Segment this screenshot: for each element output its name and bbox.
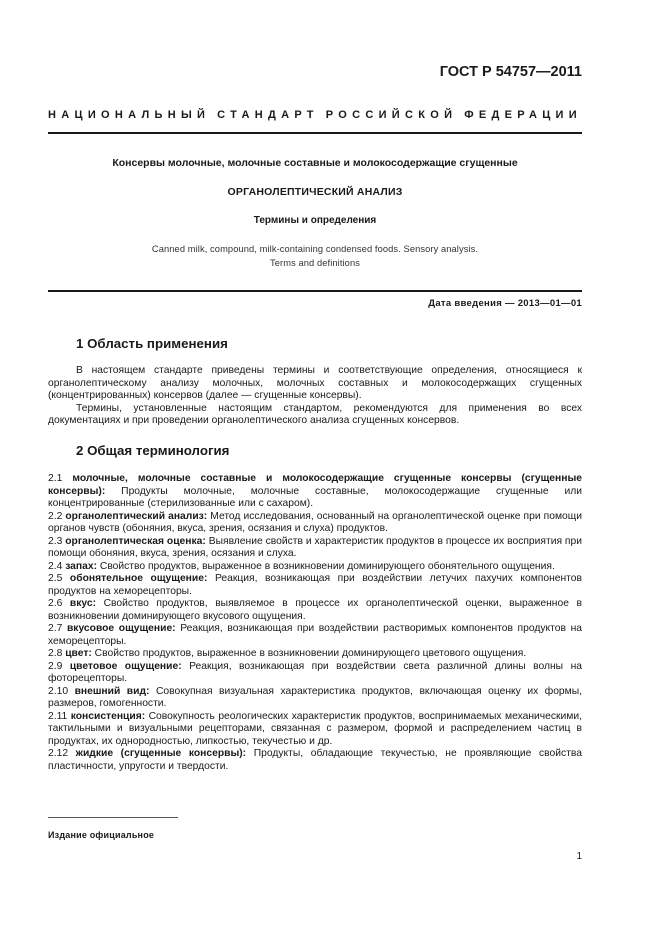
- english-title: Canned milk, compound, milk-containing condensed foods. Sensory analysis.: [151, 244, 479, 254]
- term-number: 2.5: [48, 573, 63, 584]
- term-definition: Продукты молочные, молочные составные, молокосодержащие сгущенные или концентрированные (стерилизованные или с сахаром).: [48, 485, 582, 509]
- footer-rule: [48, 817, 178, 818]
- term-name: жидкие (сгущенные консервы):: [75, 748, 247, 759]
- term-item: [48, 573, 582, 598]
- term-definition: Свойство продуктов, выраженное в возникновении доминирующего обонятельного ощущения.: [99, 560, 555, 572]
- term-number: 2.10: [48, 685, 69, 697]
- section1-body: [48, 365, 582, 428]
- term-number: 2.7: [48, 623, 63, 634]
- term-definition: Реакция, возникающая при воздействии летучих пахучих компонентов продуктов на хеморецепторы.: [48, 573, 582, 597]
- term-item: [48, 748, 582, 773]
- term-name: запах:: [65, 560, 98, 572]
- section-heading: 2 Общая терминология: [76, 443, 230, 458]
- term-number: 2.12: [48, 748, 69, 759]
- term-definition: Свойство продуктов, выявляемое в процессе их органолептической оценки, выраженное в возникновении доминирующего вкусового ощущения.: [48, 598, 582, 622]
- terms-list: [48, 473, 582, 773]
- term-item: [48, 623, 582, 648]
- term-name: цвет:: [65, 648, 92, 659]
- english-subtitle: Terms and definitions: [270, 258, 360, 268]
- term-item: [48, 686, 582, 711]
- term-item: [48, 661, 582, 686]
- term-item: [48, 711, 582, 749]
- term-definition: Выявление свойств и характеристик продуктов в процессе их восприятия при помощи обоняния, вкуса, зрения, осязания и слуха.: [48, 535, 582, 559]
- section-heading: 1 Область применения: [76, 336, 228, 351]
- term-item: [48, 473, 582, 511]
- term-item: [48, 561, 582, 574]
- term-item: [48, 511, 582, 536]
- title-subtitle: Термины и определения: [253, 215, 377, 226]
- page-number: 1: [576, 851, 582, 862]
- term-definition: Метод исследования, основанный на органолептической оценке при помощи органов чувств (обоняния, вкуса, зрения, осязания и слуха) продуктов.: [48, 510, 582, 534]
- term-number: 2.11: [48, 710, 68, 722]
- term-name: органолептический анализ:: [65, 510, 208, 522]
- paragraph: Термины, установленные настоящим стандартом, рекомендуются для применения во всех документациях и при проведении органолептического анализа сгущенных консервов.: [48, 402, 582, 426]
- term-number: 2.1: [48, 473, 63, 484]
- term-name: внешний вид:: [74, 685, 150, 697]
- official-edition-label: Издание официальное: [48, 830, 155, 840]
- title-main: ОРГАНОЛЕПТИЧЕСКИЙ АНАЛИЗ: [227, 186, 403, 198]
- term-name: органолептическая оценка:: [65, 535, 206, 547]
- term-name: вкусовое ощущение:: [66, 623, 176, 634]
- term-number: 2.2: [48, 510, 63, 522]
- term-number: 2.8: [48, 648, 63, 659]
- title-rule: [48, 290, 582, 292]
- banner-word: СТАНДАРТ: [217, 109, 319, 121]
- term-name: молочные, молочные составные и молокосодержащие сгущенные консервы (сгущенные консервы):: [48, 473, 582, 497]
- term-definition: Совокупная визуальная характеристика продуктов, включающая оценку их формы, размеров, гомогенности.: [48, 685, 582, 709]
- term-definition: Продукты, обладающие текучестью, не проявляющие свойства пластичности, упругости и твердости.: [48, 748, 582, 772]
- term-definition: Свойство продуктов, выраженное в возникновении доминирующего цветового ощущения.: [94, 648, 527, 659]
- term-name: цветовое ощущение:: [69, 660, 182, 672]
- term-name: обонятельное ощущение:: [69, 573, 208, 584]
- term-name: вкус:: [69, 598, 97, 609]
- banner-word: ФЕДЕРАЦИИ: [464, 109, 582, 121]
- term-number: 2.6: [48, 598, 63, 609]
- term-item: [48, 536, 582, 561]
- banner-word: НАЦИОНАЛЬНЫЙ: [48, 109, 211, 121]
- term-number: 2.4: [48, 560, 63, 572]
- banner-word: РОССИЙСКОЙ: [325, 109, 458, 121]
- term-number: 2.9: [48, 660, 63, 672]
- term-name: консистенция:: [70, 710, 146, 722]
- term-definition: Реакция, возникающая при воздействии растворимых компонентов продуктов на хеморецепторы.: [48, 623, 582, 647]
- term-definition: Совокупность реологических характеристик продуктов, воспринимаемых механическими, тактильными и визуальными рецепторами, связанная с размером, формой и распределением частиц в продуктах, их однородностью, липкостью, текучестью и др.: [48, 710, 582, 747]
- term-number: 2.3: [48, 535, 63, 547]
- paragraph: В настоящем стандарте приведены термины и соответствующие определения, относящиеся к органолептическому анализу молочных, молочных составных и молокосодержащих сгущенных (концентрированных) консервов (далее — сгущенные консервы).: [48, 365, 582, 401]
- national-standard-banner: [48, 109, 582, 121]
- intro-date: Дата введения — 2013—01—01: [428, 298, 582, 309]
- term-item: [48, 648, 582, 661]
- term-item: [48, 598, 582, 623]
- gost-number: ГОСТ Р 54757—2011: [439, 64, 582, 80]
- title-line: Консервы молочные, молочные составные и молокосодержащие сгущенные: [112, 157, 518, 169]
- header-rule: [48, 132, 582, 134]
- term-definition: Реакция, возникающая при воздействии света различной длины волны на фоторецепторы.: [48, 660, 582, 684]
